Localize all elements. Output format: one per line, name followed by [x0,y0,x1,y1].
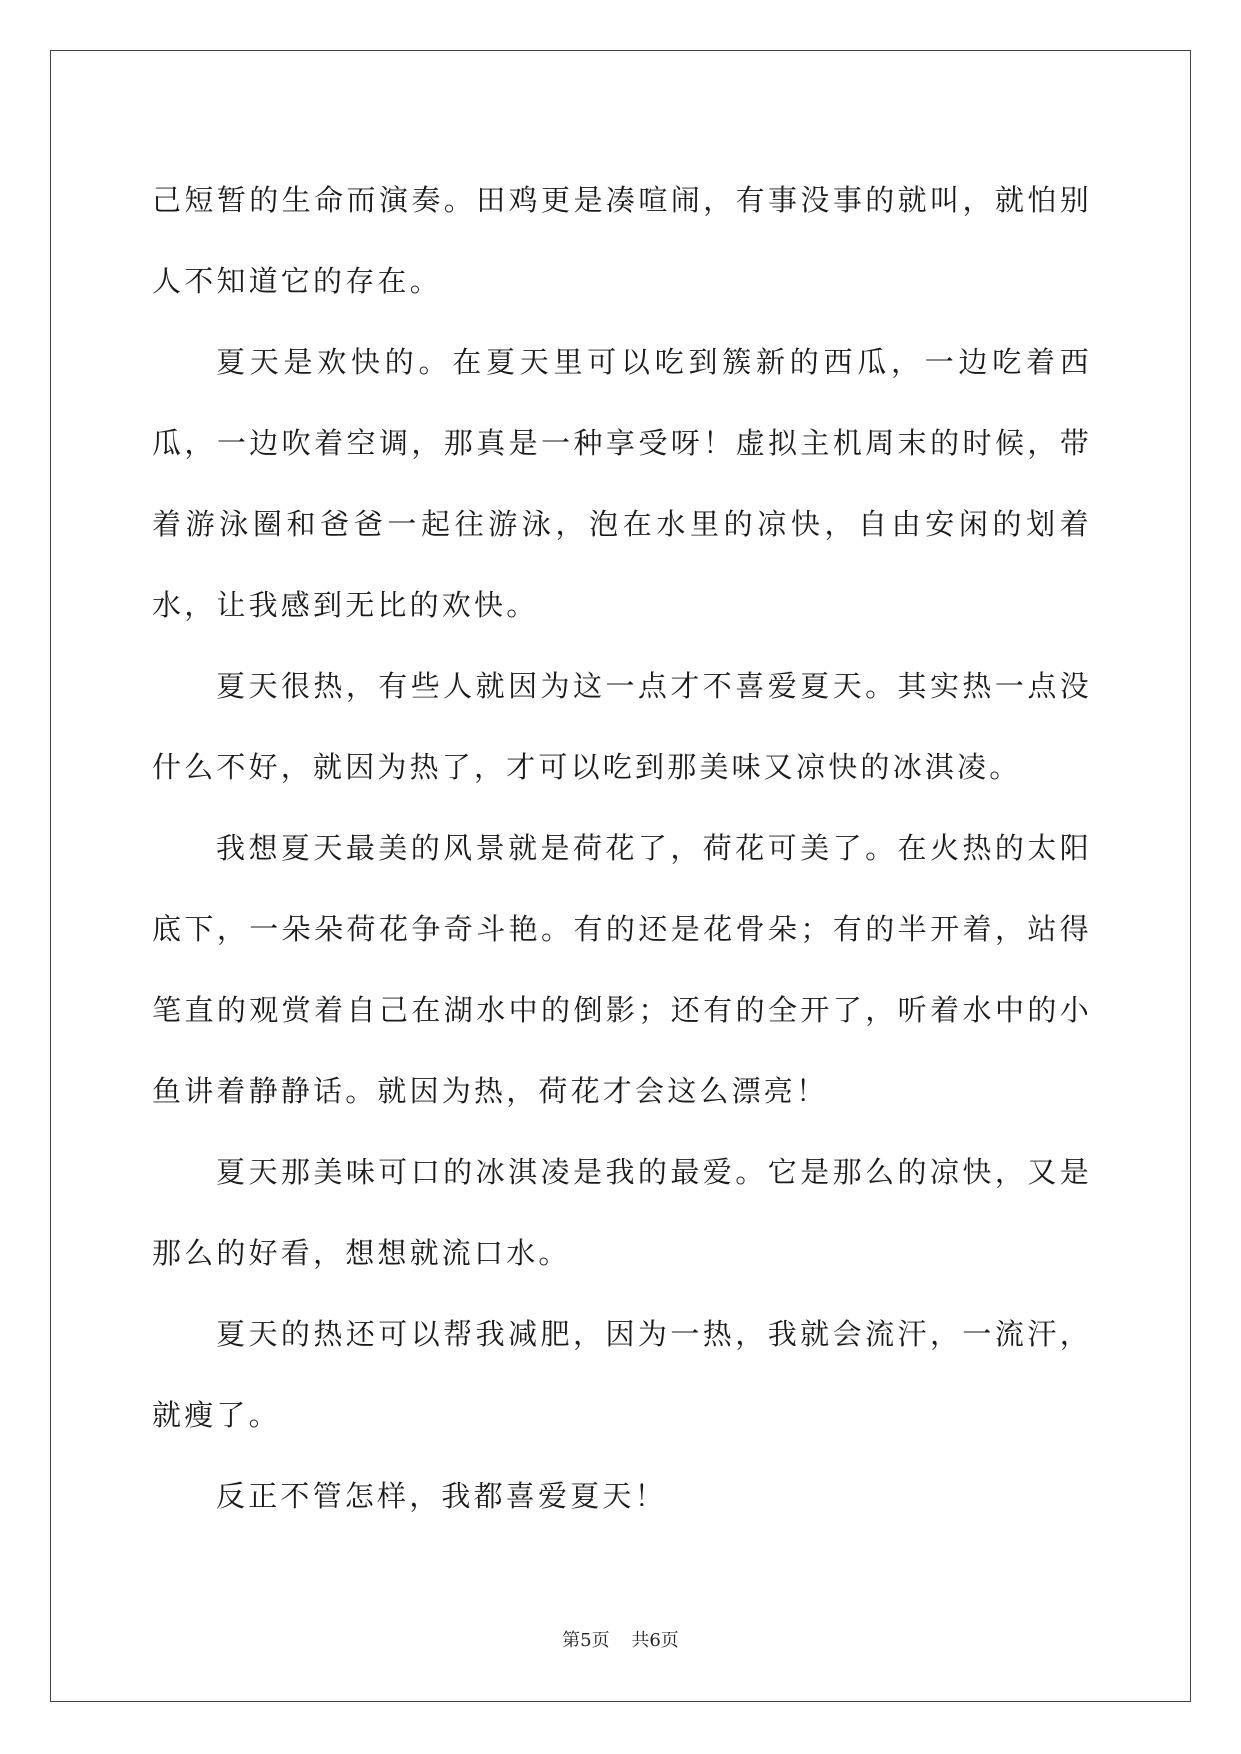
page-number: 第5页 [562,1630,610,1651]
page-footer [0,1626,1241,1652]
paragraph-6: 夏天的热还可以帮我减肥，因为一热，我就会流汗，一流汗，就瘦了。 [152,1317,1092,1432]
paragraph-5: 夏天那美味可口的冰淇凌是我的最爱。它是那么的凉快，又是那么的好看，想想就流口水。 [152,1155,1092,1270]
document-body [152,160,1092,1537]
page-total: 共6页 [631,1630,679,1651]
paragraph-3: 夏天很热，有些人就因为这一点才不喜爱夏天。其实热一点没什么不好，就因为热了，才可以吃到那美味又凉快的冰淇凌。 [152,669,1092,784]
paragraph-1: 己短暂的生命而演奏。田鸡更是凑喧闹，有事没事的就叫，就怕别人不知道它的存在。 [152,183,1092,298]
paragraph-2: 夏天是欢快的。在夏天里可以吃到簇新的西瓜，一边吃着西瓜，一边吹着空调，那真是一种享受呀！虚拟主机周末的时候，带着游泳圈和爸爸一起往游泳，泡在水里的凉快，自由安闲的划着水，让我感到无比的欢快。 [152,345,1092,622]
paragraph-4: 我想夏天最美的风景就是荷花了，荷花可美了。在火热的太阳底下，一朵朵荷花争奇斗艳。有的还是花骨朵；有的半开着，站得笔直的观赏着自己在湖水中的倒影；还有的全开了，听着水中的小鱼讲着静静话。就因为热，荷花才会这么漂亮！ [152,831,1092,1108]
paragraph-7: 反正不管怎样，我都喜爱夏天！ [216,1479,667,1513]
